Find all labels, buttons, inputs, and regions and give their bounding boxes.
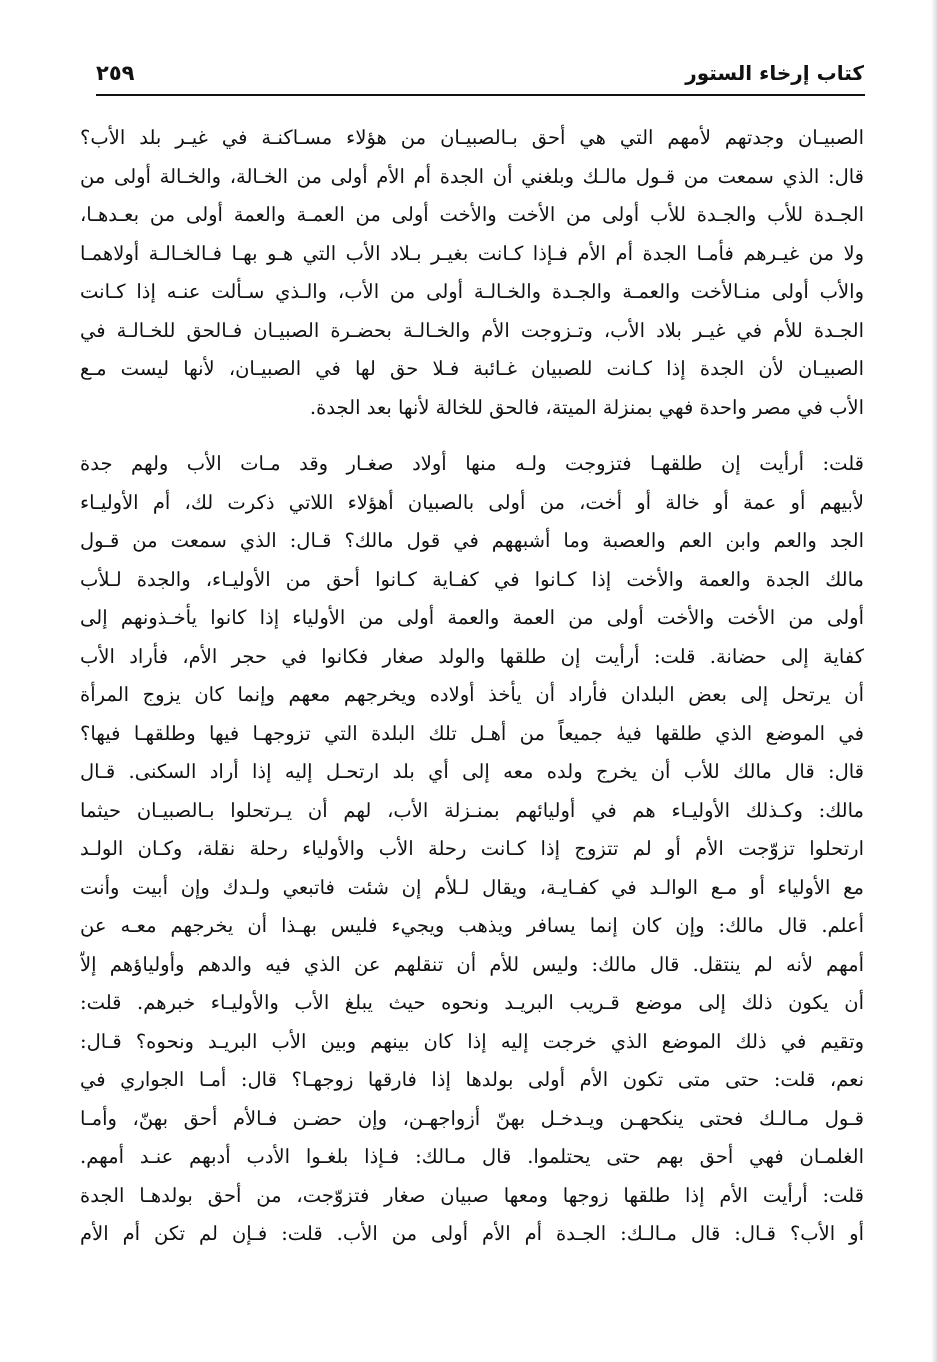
text-line: أن يكون ذلك إلى موضع قـريب البريـد ونحوه حيث يبلغ الأب والأوليـاء خبرهم. قلت: (80, 991, 864, 1014)
text-line: الصبيـان وجدتهم لأمهم التي هي أحق بـالصبيـان من هؤلاء مسـاكنـة في غيـر بلد الأب؟ (80, 126, 864, 149)
text-line: والأب أولى منـالأخت والعمـة والجـدة والخـالـة أولى من الأب، والـذي سـألت عنـه إذا كـانت (80, 280, 864, 303)
page-number: ٢٥٩ (96, 61, 135, 85)
text-line: نعم، قلت: حتى متى تكون الأم أولى بولدها إذا فارقها زوجهـا؟ قال: أمـا الجواري في (80, 1068, 864, 1091)
text-line: قلت: أرأيت الأم إذا طلقها زوجها ومعها صبيان صغار فتزوّجت، من أحق بولدهـا الجدة (80, 1183, 864, 1207)
text-line: مالك: وكـذلك الأوليـاء هم في أوليائهم بمنـزلة الأب، لهم أن يـرتحلوا بـالصبيـان حيثما (80, 798, 864, 822)
text-line: الصبيـان لأن الجدة إذا كـانت للصبيان غـائبة فـلا حق لها في الصبيـان، لأنها ليست مـع (80, 357, 864, 380)
running-title: كتاب إرخاء الستور (685, 61, 864, 85)
text-line: الجـدة للأم في غيـر بلاد الأب، وتـزوجت الأم والخـالـة بحضـرة الصبيـان فـالحق للخـالـة في (80, 318, 864, 342)
text-line: ارتحلوا تزوّجت الأم أو لم تتزوج إذا كـانت رحلة الأب والأولياء رحلة نقلة، وكـان الولـد (80, 837, 864, 860)
text-line: وتقيم في ذلك الموضع الذي خرجت إليه إذا كان بينهم وبين الأب البريـد ونحوه؟ قـال: (80, 1029, 864, 1053)
text-line: قال: قال مالك للأب أن يخرج ولده معه إلى أي بلد ارتحـل إليه إذا أراد السكنى. قـال (80, 760, 864, 783)
text-line: الجـدة للأب والجـدة للأب أولى من الأخت والأخت أولى من العمـة والعمة أولى من بعـدهـا، (80, 203, 864, 226)
text-line: أعلم. قال مالك: وإن كان إنما يسافر ويذهب ويجيء فليس بهـذا أن يخرجهم معـه عن (80, 914, 864, 937)
paragraph-1 (80, 119, 864, 427)
text-line: كفاية إلى حضانة. قلت: أرأيت إن طلقها والولد صغار فكانوا في حجر الأم، فأراد الأب (80, 644, 864, 668)
text-line: الغلمـان فهي أحق بهم حتى يحتلموا. قال مـالك: فـإذا بلغـوا الأدب أدبهم عنـد أمهم. (80, 1145, 864, 1168)
text-line: قـول مـالـك فحتى ينكحهـن ويـدخـل بهنّ أزواجهـن، وإن حضـن فـالأم أحق بهنّ، وأمـا (80, 1106, 864, 1130)
text-line: الجد والعم وابن العم والعصبة وما أشبههم في قول مالك؟ قـال: الذي سمعت من قـول (80, 529, 864, 552)
text-line: أولى من الأخت والأخت أولى من العمة والعمة أولى من الأولياء إذا كانوا يأخـذونهم إلى (80, 606, 864, 629)
text-line: أو الأب؟ قـال: قال مـالـك: الجـدة أم الأم أولى من الأب. قلت: فـإن لم تكن أم الأم (80, 1222, 864, 1245)
text-line: في الموضع الذي طلقها فيهٰ جميعاً من أهـل تلك البلدة التي تزوجهـا فيها وطلقهـا فيها؟ (80, 721, 864, 745)
text-line: مع الأولياء أو مـع الوالـد في كفـايـة، ويقال لـلأم إن شئت فاتبعي ولـدك وإن أبيت وأنت (80, 875, 864, 899)
text-line: قلت: أرأيت إن طلقهـا فتزوجت ولـه منها أولاد صغـار وقد مـات الأب ولهم جدة (80, 452, 864, 475)
text-line: قال: الذي سمعت من قـول مالـك وبلغني أن الجدة أم الأم أولى من الخـالة، والخـالة أولى من (80, 164, 864, 188)
text-line: لأبيهم أو عمة أو خالة أو أخت، من أولى بالصبيان أهؤلاء اللاتي ذكرت لك، أم الأوليـاء (80, 490, 864, 514)
page-header (96, 58, 864, 96)
text-line: ولا من غيـرهم فأمـا الجدة أم الأم فـإذا كـانت بغيـر بـلاد الأب التي هـو بهـا فـالخـالـة أولاهمـا (80, 241, 864, 265)
paragraph-2 (80, 445, 864, 1254)
text-line: الأب في مصر واحدة فهي بمنزلة الميتة، فالحق للخالة لأنها بعد الجدة. (309, 395, 864, 419)
text-line: مالك الجدة والعمة والأخت إذا كـانوا في كفـاية كـانوا أحق من الأوليـاء، والجدة لـلأب (80, 567, 864, 591)
text-line: أن يرتحل إلى بعض البلدان فأراد أن يأخذ أولاده ويخرجهم معهم وإنما كان يزوج المرأة (80, 683, 864, 706)
header-divider (96, 94, 865, 96)
text-line: أمهم لأنه لم ينتقل. قال مالك: وليس للأم أن تنقلهم عن الذي فيه والدهم وأولياؤهم إلاّ (80, 952, 864, 976)
page-edge-shadow (931, 0, 937, 1362)
